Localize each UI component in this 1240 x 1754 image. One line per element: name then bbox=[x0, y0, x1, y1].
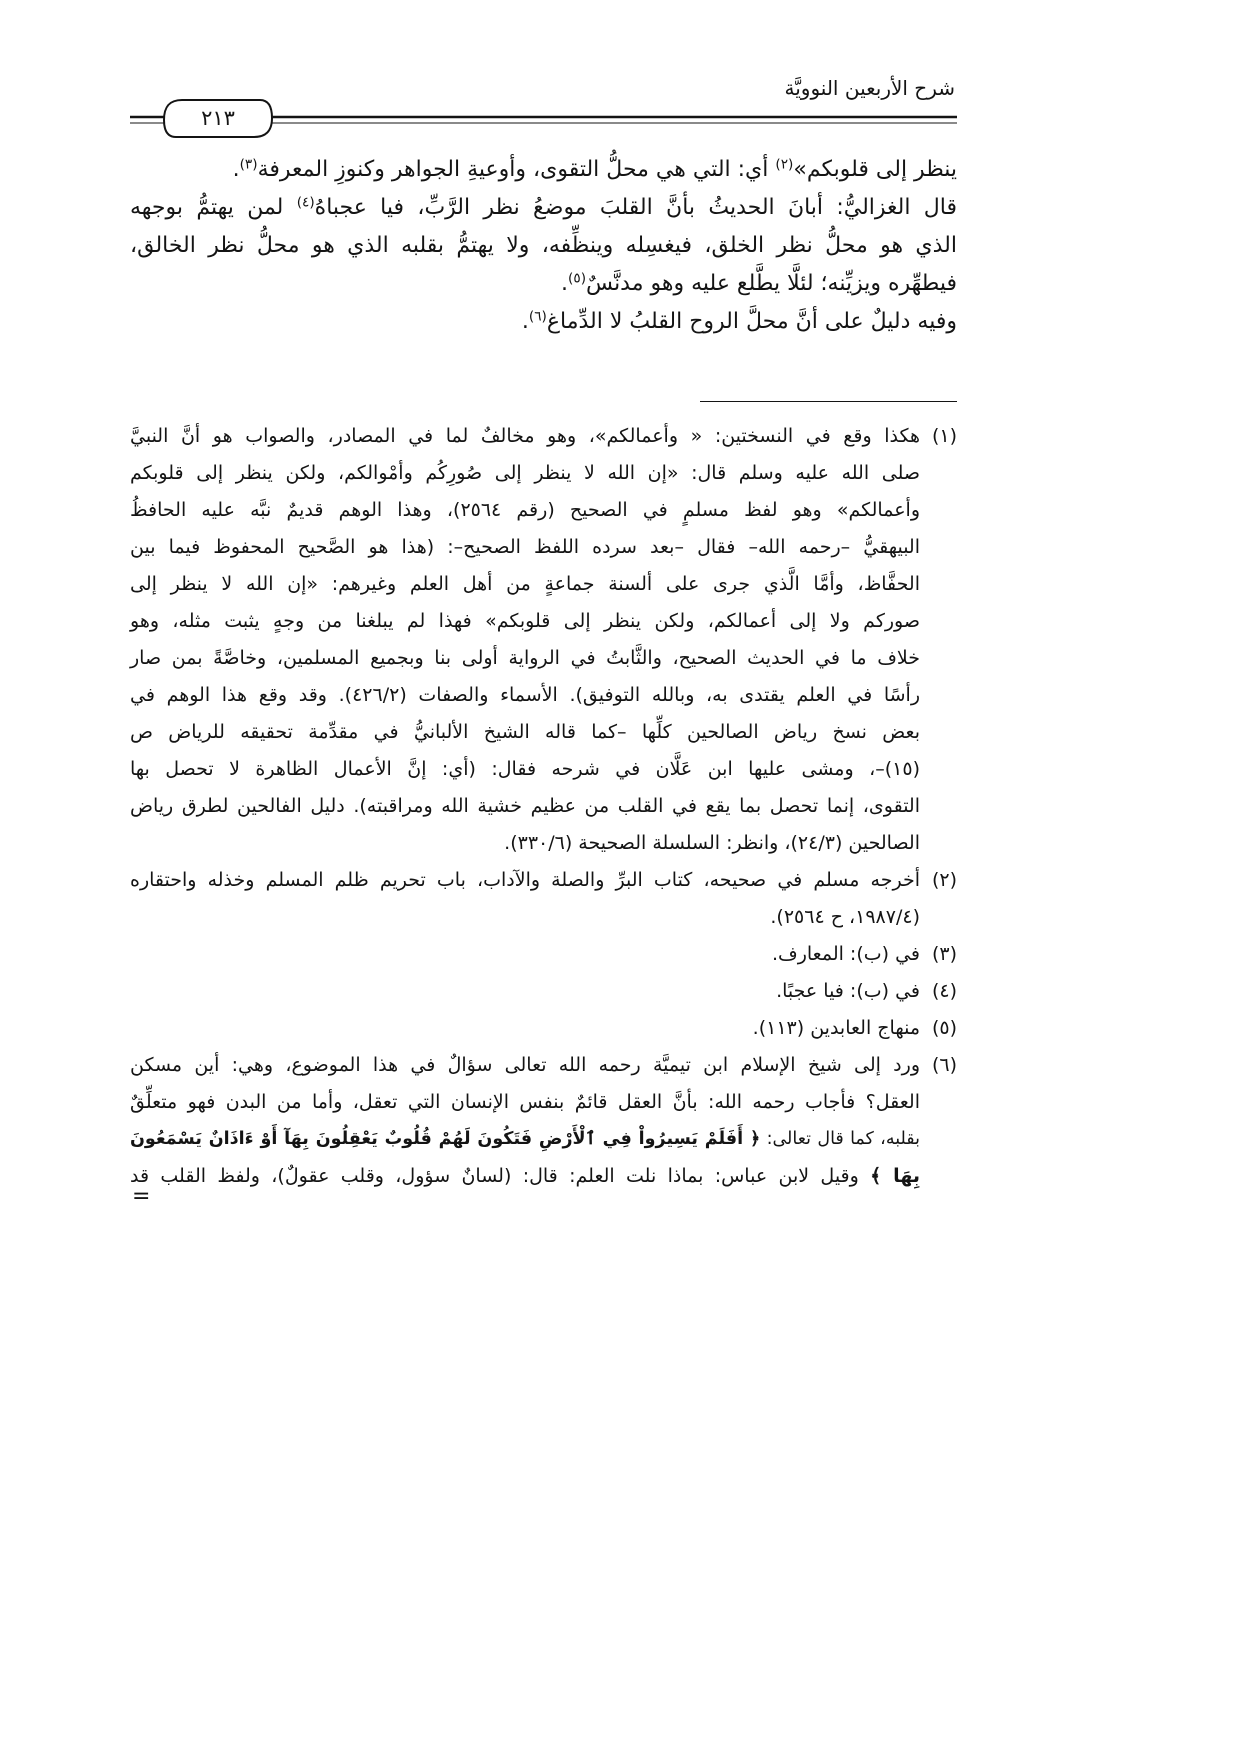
text-run: . bbox=[561, 271, 569, 296]
footnote-1 bbox=[130, 418, 957, 862]
footnote-3 bbox=[130, 936, 957, 973]
footnote-line: بعض نسخ رياض الصالحين كلِّها –كما قاله الشيخ الألبانيُّ في مقدِّمة تحقيقه للرياض ص bbox=[130, 721, 920, 743]
footnote-line: صلى الله عليه وسلم قال: «إن الله لا ينظر إلى صُورِكُم وأمْوالكم، ولكن ينظر إلى قلوبكم bbox=[130, 462, 920, 484]
footnote-line: (١٩٨٧/٤، ح ٢٥٦٤). bbox=[770, 906, 920, 928]
footnote-ref: (٤) bbox=[296, 194, 315, 211]
quran-verse: ﴿ أَفَلَمْ يَسِيرُواْ فِي ٱلْأَرْضِ فَتَكُونَ لَهُمْ قُلُوبٌ يَعْقِلُونَ بِهَآ أَوْ ءَاذَانٌ يَسْمَعُونَ bbox=[130, 1129, 761, 1149]
footnote-number: (١) bbox=[931, 425, 957, 447]
main-line bbox=[130, 227, 957, 265]
footnote-line: ورد إلى شيخ الإسلام ابن تيميَّة رحمه الله تعالى سؤالٌ في هذا الموضوع، وهي: أين مسكن bbox=[130, 1054, 920, 1076]
page-number: ٢١٣ bbox=[201, 106, 235, 130]
footnote-line: الحفَّاظ، وأمَّا الَّذي جرى على ألسنة جماعةٍ من أهل العلم وغيرهم: «إن الله لا ينظر إلى bbox=[130, 573, 920, 595]
footnote-line: البيهقيُّ –رحمه الله– فقال –بعد سرده اللفظ الصحيح–: (هذا هو الصَّحيح المحفوظ فيما بين bbox=[130, 536, 920, 558]
footnote-line: في (ب): المعارف. bbox=[771, 943, 920, 965]
footnote-ref: (٥) bbox=[568, 270, 587, 287]
footnote-number: (٥) bbox=[931, 1017, 957, 1039]
footnote-number: (٤) bbox=[931, 980, 957, 1002]
text-run: الذي هو محلُّ نظر الخلق، فيغسِله وينظِّفه، ولا يهتمُّ بقلبه الذي هو محلُّ نظر الخالق، bbox=[130, 233, 957, 258]
footnote-line: في (ب): فيا عجبًا. bbox=[776, 980, 920, 1002]
footnote-body bbox=[130, 418, 920, 862]
footnote-line: الصالحين (٢٤/٣)، وانظر: السلسلة الصحيحة (٣٣٠/٦). bbox=[504, 832, 920, 854]
text-run: بقلبه، كما قال تعالى: bbox=[760, 1129, 921, 1149]
footnote-number: (٣) bbox=[931, 943, 957, 965]
footnote-line: منهاج العابدين (١١٣). bbox=[752, 1017, 920, 1039]
footnote-ref: (٦) bbox=[528, 308, 547, 325]
footnote-line: هكذا وقع في النسختين: « وأعمالكم»، وهو مخالفٌ لما في المصادر، والصواب هو أنَّ النبيَّ bbox=[130, 425, 920, 447]
text-run: وقيل لابن عباس: بماذا نلت العلم: قال: (لسانٌ سؤول، وقلب عقولٌ)، ولفظ القلب قد bbox=[130, 1165, 871, 1187]
main-line bbox=[130, 151, 957, 189]
main-line bbox=[130, 265, 957, 303]
footnote-line bbox=[130, 1121, 920, 1158]
footnote-separator bbox=[700, 401, 957, 402]
main-line bbox=[130, 303, 957, 341]
footnote-line: (١٥)–، ومشى عليها ابن عَلَّان في شرحه فقال: (أي: إنَّ الأعمال الظاهرة لا تحصل بها bbox=[130, 758, 920, 780]
running-title: شرح الأربعين النوويَّة bbox=[784, 76, 955, 100]
footnotes bbox=[130, 418, 957, 1195]
text-run: وفيه دليلٌ على أنَّ محلَّ الروح القلبُ لا الدِّماغ bbox=[546, 309, 957, 334]
footnote-line: وأعمالكم» وهو لفظ مسلمٍ في الصحيح (رقم ٢٥٦٤)، وهذا الوهم قديمٌ نبَّه عليه الحافظُ bbox=[130, 499, 920, 521]
footnote-5 bbox=[130, 1010, 957, 1047]
footnote-line: التقوى، إنما تحصل بما يقع في القلب من عظيم خشية الله ومراقبته). دليل الفالحين لطرق رياض bbox=[130, 795, 920, 817]
footnote-line: صوركم ولا إلى أعمالكم، ولكن ينظر إلى قلوبكم» فهذا لم يبلغنا من وجهٍ يثبت مثله، وهو bbox=[130, 610, 920, 632]
footnote-body bbox=[130, 936, 920, 973]
footnote-4 bbox=[130, 973, 957, 1010]
text-run: قال الغزاليُّ: أبانَ الحديثُ بأنَّ القلبَ موضعُ نظر الرَّبِّ، فيا عجباهُ bbox=[314, 195, 958, 220]
text-run: أي: التي هي محلُّ التقوى، وأوعيةِ الجواهر وكنوزِ المعرفة bbox=[257, 157, 776, 182]
footnote-2 bbox=[130, 862, 957, 936]
footnote-line: أخرجه مسلم في صحيحه، كتاب البرِّ والصلة والآداب، باب تحريم ظلم المسلم وخذله واحتقاره bbox=[130, 869, 920, 891]
footnote-line: خلاف ما في الحديث الصحيح، والثَّابتُ في الرواية أولى بنا وبجميع المسلمين، وخاصَّةً بمن صار bbox=[130, 647, 920, 669]
footnote-ref: (٣) bbox=[239, 156, 258, 173]
main-line bbox=[130, 189, 957, 227]
footnote-line bbox=[130, 1158, 920, 1195]
footnote-line: رأسًا في العلم يقتدى به، وبالله التوفيق). الأسماء والصفات (٤٢٦/٢). وقد وقع هذا الوهم في bbox=[130, 684, 920, 706]
footnote-number: (٢) bbox=[931, 869, 957, 891]
footnote-number: (٦) bbox=[931, 1054, 957, 1076]
quran-verse: بِهَا ﴾ bbox=[870, 1165, 920, 1187]
text-run: ينظر إلى قلوبكم» bbox=[793, 157, 957, 182]
footnote-body bbox=[130, 862, 920, 936]
text-run: . bbox=[521, 309, 529, 334]
footnote-body bbox=[130, 1010, 920, 1047]
text-run: فيطهِّره ويزيِّنه؛ لئلَّا يطَّلع عليه وهو مدنَّسٌ bbox=[586, 271, 957, 296]
continuation-mark: = bbox=[132, 1184, 151, 1209]
footnote-ref: (٢) bbox=[775, 156, 794, 173]
footnote-body bbox=[130, 973, 920, 1010]
footnote-line: العقل؟ فأجاب رحمه الله: بأنَّ العقل قائمٌ بنفس الإنسان التي تعقل، وأما من البدن فهو متعلِّقٌ bbox=[130, 1091, 920, 1113]
text-run: . bbox=[232, 157, 240, 182]
text-run: لمن يهتمُّ بوجهه bbox=[130, 195, 297, 220]
footnote-6 bbox=[130, 1047, 957, 1195]
main-text bbox=[130, 151, 957, 341]
footnote-body bbox=[130, 1047, 920, 1195]
